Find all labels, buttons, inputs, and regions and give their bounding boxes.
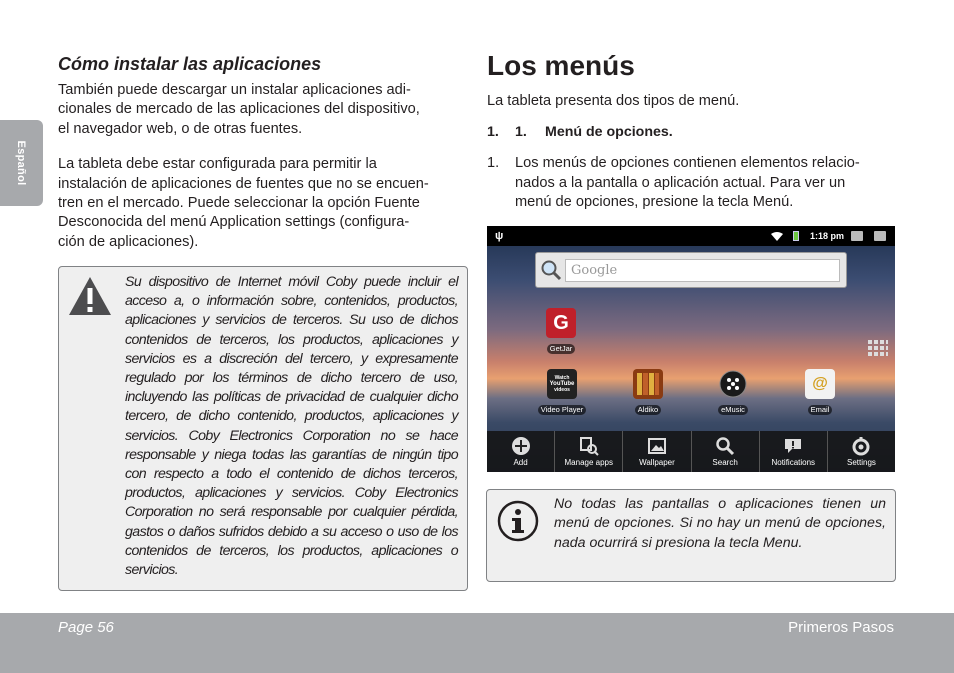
youtube-icon: [547, 369, 577, 399]
page-title: Los menús: [487, 50, 635, 81]
warning-box: [58, 266, 468, 591]
text-line: nados a la pantalla o aplicación actual. Para ver un: [515, 174, 846, 191]
icon-text: Watch: [554, 375, 570, 381]
menu-item-label: Settings: [846, 458, 876, 467]
text-line: También puede descargar un instalar aplicaciones adi-: [58, 82, 411, 98]
google-search-widget[interactable]: [535, 252, 847, 288]
app-label: Aldiko: [635, 405, 661, 415]
sync-icon: [851, 231, 863, 241]
install-paragraph-1: [58, 81, 468, 139]
text-line: menú de opciones, presione la tecla Menú.: [515, 194, 794, 211]
text-line: tren en el mercado. Puede seleccionar la opción Fuente: [58, 195, 420, 212]
battery-icon: [793, 231, 799, 241]
warning-text: Su dispositivo de Internet móvil Coby puede incluir el acceso a, o información sobre, contenidos, productos, aplicaciones y servicios de terceros. Su uso de dichos contenidos de terceros, los productos, aplicaciones y servicios es a discreción del tercero, y expresamente regulado por los términos de dicho tercero de uso, incluyendo las políticas de privacidad de cualquier dicho tercero, de dicho contenido, productos, aplicaciones y servicios. Coby Electronics Corporation no se hace responsable y niega todas las garantías de ningún tipo con respecto a todo el contenido de dichos terceros, productos, aplicaciones y servicios. Coby Electronics Corporation no será responsable por cualquier pérdida, gastos o daños sufridos debido a su acceso o uso de los contenidos de terceros, los productos, aplicaciones o servicios.: [125, 274, 458, 579]
picture-icon: [647, 436, 667, 456]
page-footer: [0, 613, 954, 673]
install-paragraph-2: [58, 155, 468, 252]
list-number: 1.: [487, 155, 500, 172]
usb-icon: ψ: [495, 230, 504, 242]
page-number: Page 56: [58, 619, 114, 636]
heading-subnumber: 1.: [515, 124, 527, 141]
app-drawer-icon[interactable]: [867, 339, 889, 361]
app-label: GetJar: [547, 344, 576, 354]
wifi-icon: [771, 232, 783, 241]
warning-triangle-icon: [67, 275, 113, 317]
heading-text: Menú de opciones.: [545, 124, 673, 141]
heading-number: 1.: [487, 124, 499, 141]
text-line: Desconocida del menú Application settings (configura-: [58, 214, 410, 231]
menu-item-notifications[interactable]: [760, 431, 828, 472]
emusic-icon: [718, 369, 748, 399]
app-email[interactable]: [790, 369, 850, 417]
plus-icon: [511, 436, 531, 456]
menu-item-add[interactable]: [487, 431, 555, 472]
note-box: [486, 489, 896, 582]
options-menu-bar: [487, 431, 895, 472]
magnifier-icon: [540, 259, 562, 281]
menu-item-label: Manage apps: [564, 458, 613, 467]
getjar-icon: G: [546, 308, 576, 338]
app-getjar[interactable]: [531, 308, 591, 356]
menu-item-label: Notifications: [771, 458, 816, 467]
app-aldiko[interactable]: [618, 369, 678, 417]
text-line: ción de aplicaciones).: [58, 233, 199, 250]
menus-intro: La tableta presenta dos tipos de menú.: [487, 93, 740, 109]
text-line: cionales de mercado de las aplicaciones del dispositivo,: [58, 101, 420, 118]
left-column: [58, 54, 468, 268]
text-line: el navegador web, o de otras fuentes.: [58, 120, 303, 137]
text-line: Los menús de opciones contienen elementos relacio-: [515, 155, 860, 172]
text-line: La tableta debe estar configurada para permitir la: [58, 156, 377, 173]
volume-icon: [874, 231, 886, 241]
envelope-icon: @: [805, 369, 835, 399]
status-bar: [487, 226, 895, 246]
icon-text: YouTube: [549, 381, 575, 387]
manage-apps-icon: [579, 436, 599, 456]
section-name: Primeros Pasos: [788, 619, 894, 636]
list-item-text: [515, 154, 860, 212]
menu-item-search[interactable]: [692, 431, 760, 472]
menu-item-label: Search: [712, 458, 738, 467]
app-label: eMusic: [718, 405, 748, 415]
app-label: Video Player: [538, 405, 586, 415]
menu-item-wallpaper[interactable]: [623, 431, 691, 472]
menu-item-label: Add: [513, 458, 528, 467]
search-input[interactable]: Google: [565, 259, 840, 282]
section-heading-install: Cómo instalar las aplicaciones: [58, 54, 322, 74]
bookshelf-icon: [633, 369, 663, 399]
text-line: instalación de aplicaciones de fuentes que no se encuen-: [58, 175, 429, 192]
menu-item-label: Wallpaper: [639, 458, 675, 467]
tablet-screenshot: [487, 226, 895, 472]
notification-icon: [783, 436, 803, 456]
menu-item-manage-apps[interactable]: [555, 431, 623, 472]
info-icon: [497, 500, 539, 542]
language-tab-label: Español: [15, 140, 27, 186]
right-column: [487, 50, 897, 213]
app-video-player[interactable]: [532, 369, 592, 417]
language-tab: [0, 120, 43, 206]
gear-icon: [851, 436, 871, 456]
list-item: [487, 154, 897, 212]
menu-item-settings[interactable]: [828, 431, 895, 472]
status-time: 1:18 pm: [810, 231, 845, 241]
note-text: No todas las pantallas o aplicaciones tienen un menú de opciones. Si no hay un menú de opciones, nada ocurrirá si presiona la tecla Menu.: [554, 496, 886, 551]
options-menu-heading: [487, 124, 897, 140]
icon-text: videos: [554, 387, 570, 393]
app-emusic[interactable]: [703, 369, 763, 417]
app-label: Email: [808, 405, 833, 415]
search-icon: [715, 436, 735, 456]
